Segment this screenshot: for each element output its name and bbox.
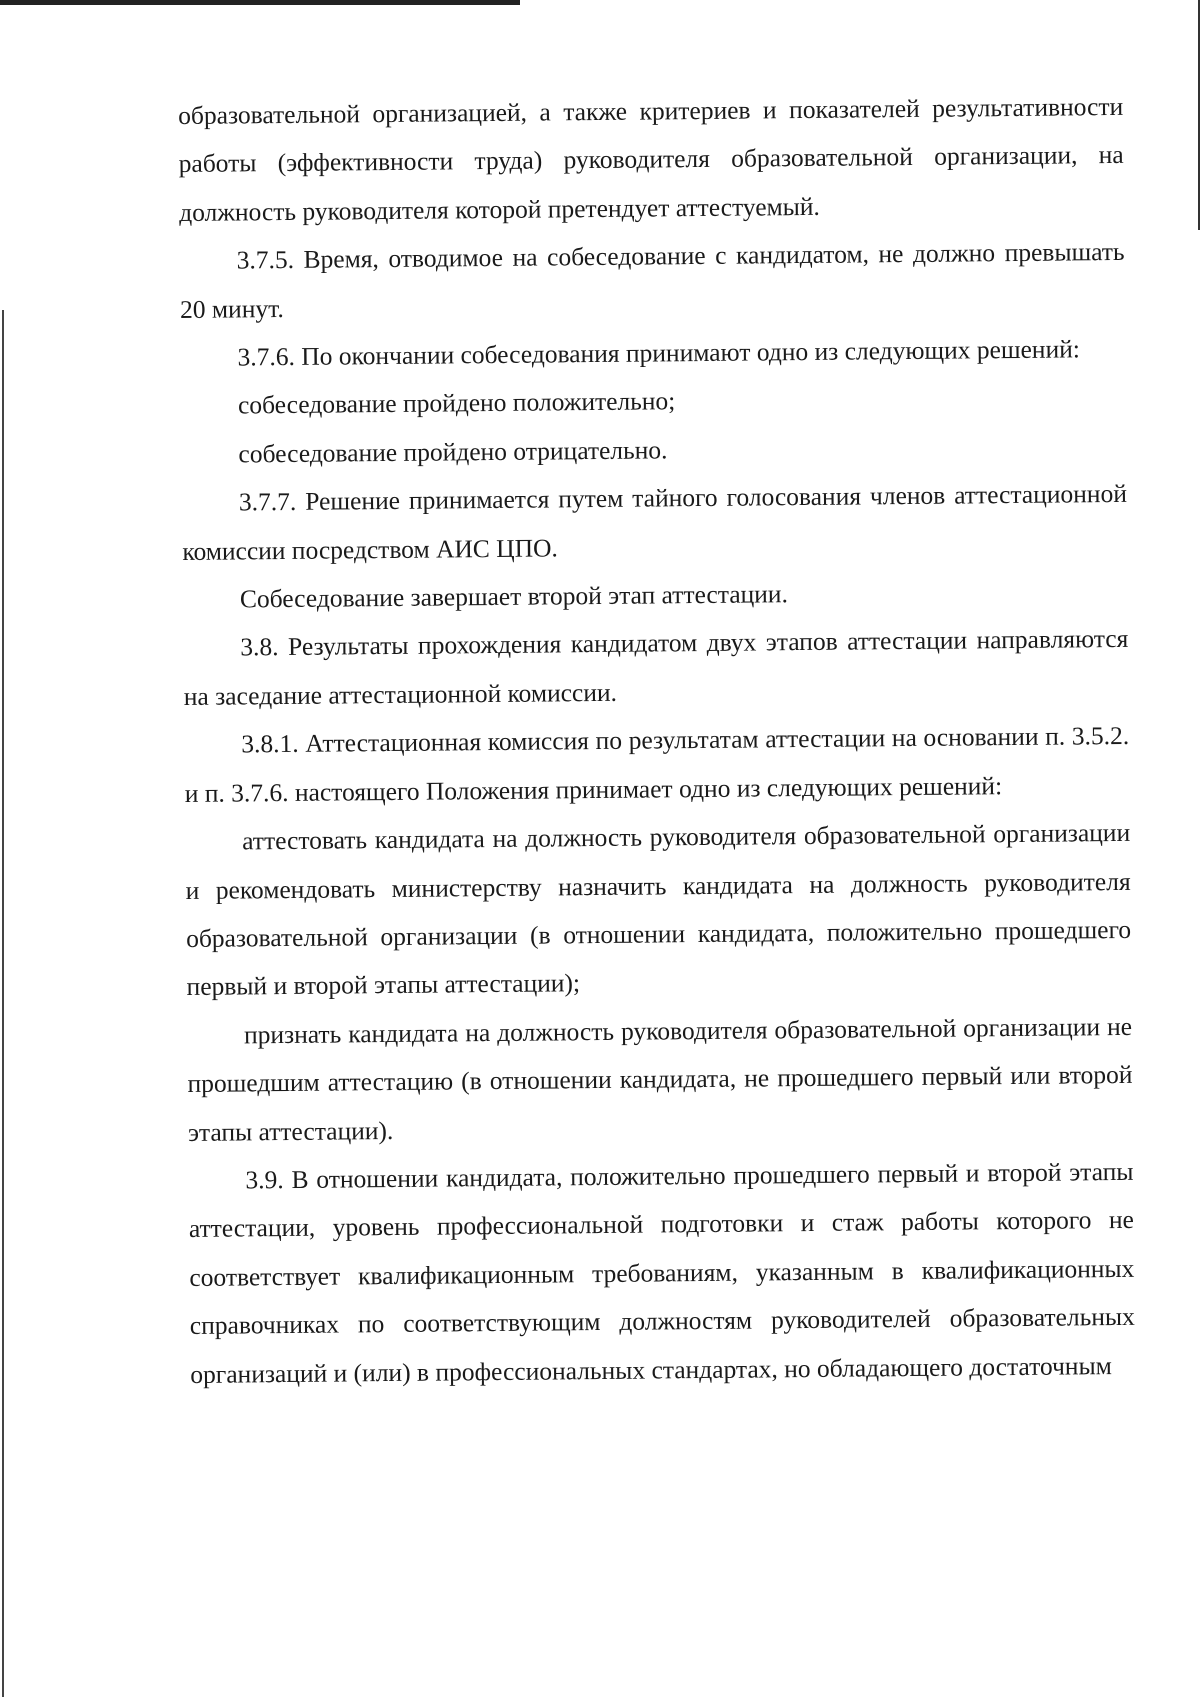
document-page <box>178 83 1136 1399</box>
paragraph-3-9: 3.9. В отношении кандидата, положительно прошедшего первый и второй этапы аттестации, уровень профессиональной подготовки и стаж работы которого не соответствует квалификационным требованиям, указанным в квалификационных справочниках по соответствующим должностям руководителей образовательных организаций и (или) в профессиональных стандартах, но обладающего достаточным <box>188 1156 1135 1389</box>
decision-attest: аттестовать кандидата на должность руководителя образовательной организации и рекомендовать министерству назначить кандидата на должность руководителя образовательной организации (в отношении кандидата, положительно прошедшего первый и второй этапы аттестации); <box>185 817 1132 1002</box>
paragraph-3-8: 3.8. Результаты прохождения кандидатом двух этапов аттестации направляются на заседание аттестационной комиссии. <box>183 624 1129 711</box>
decision-option-positive: собеседование пройдено положительно; <box>237 386 676 420</box>
paragraph-3-7-6: 3.7.6. По окончании собеседования принимают одно из следующих решений: <box>237 334 1081 372</box>
paragraph-3-7-5: 3.7.5. Время, отводимое на собеседование с кандидатом, не должно превышать 20 минут. <box>179 237 1125 324</box>
paragraph-3-8-1: 3.8.1. Аттестационная комиссия по результатам аттестации на основании п. 3.5.2. и п. 3.7.6. настоящего Положения принимает одно из следующих решений: <box>184 721 1130 808</box>
paragraph-continuation: образовательной организацией, а также критериев и показателей результативности работы (эффективности труда) руководителя образовательной организации, на должность руководителя которой претендует аттестуемый. <box>178 91 1124 227</box>
scan-edge-top <box>0 0 520 5</box>
paragraph-stage-two-end: Собеседование завершает второй этап аттестации. <box>239 579 789 614</box>
paragraph-3-7-7: 3.7.7. Решение принимается путем тайного голосования членов аттестационной комиссии посредством АИС ЦПО. <box>182 479 1128 566</box>
scan-edge-left <box>2 310 4 1697</box>
decision-option-negative: собеседование пройдено отрицательно. <box>238 435 668 469</box>
decision-not-attest: признать кандидата на должность руководителя образовательной организации не прошедшим аттестацию (в отношении кандидата, не прошедшего первый или второй этапы аттестации). <box>187 1011 1133 1147</box>
